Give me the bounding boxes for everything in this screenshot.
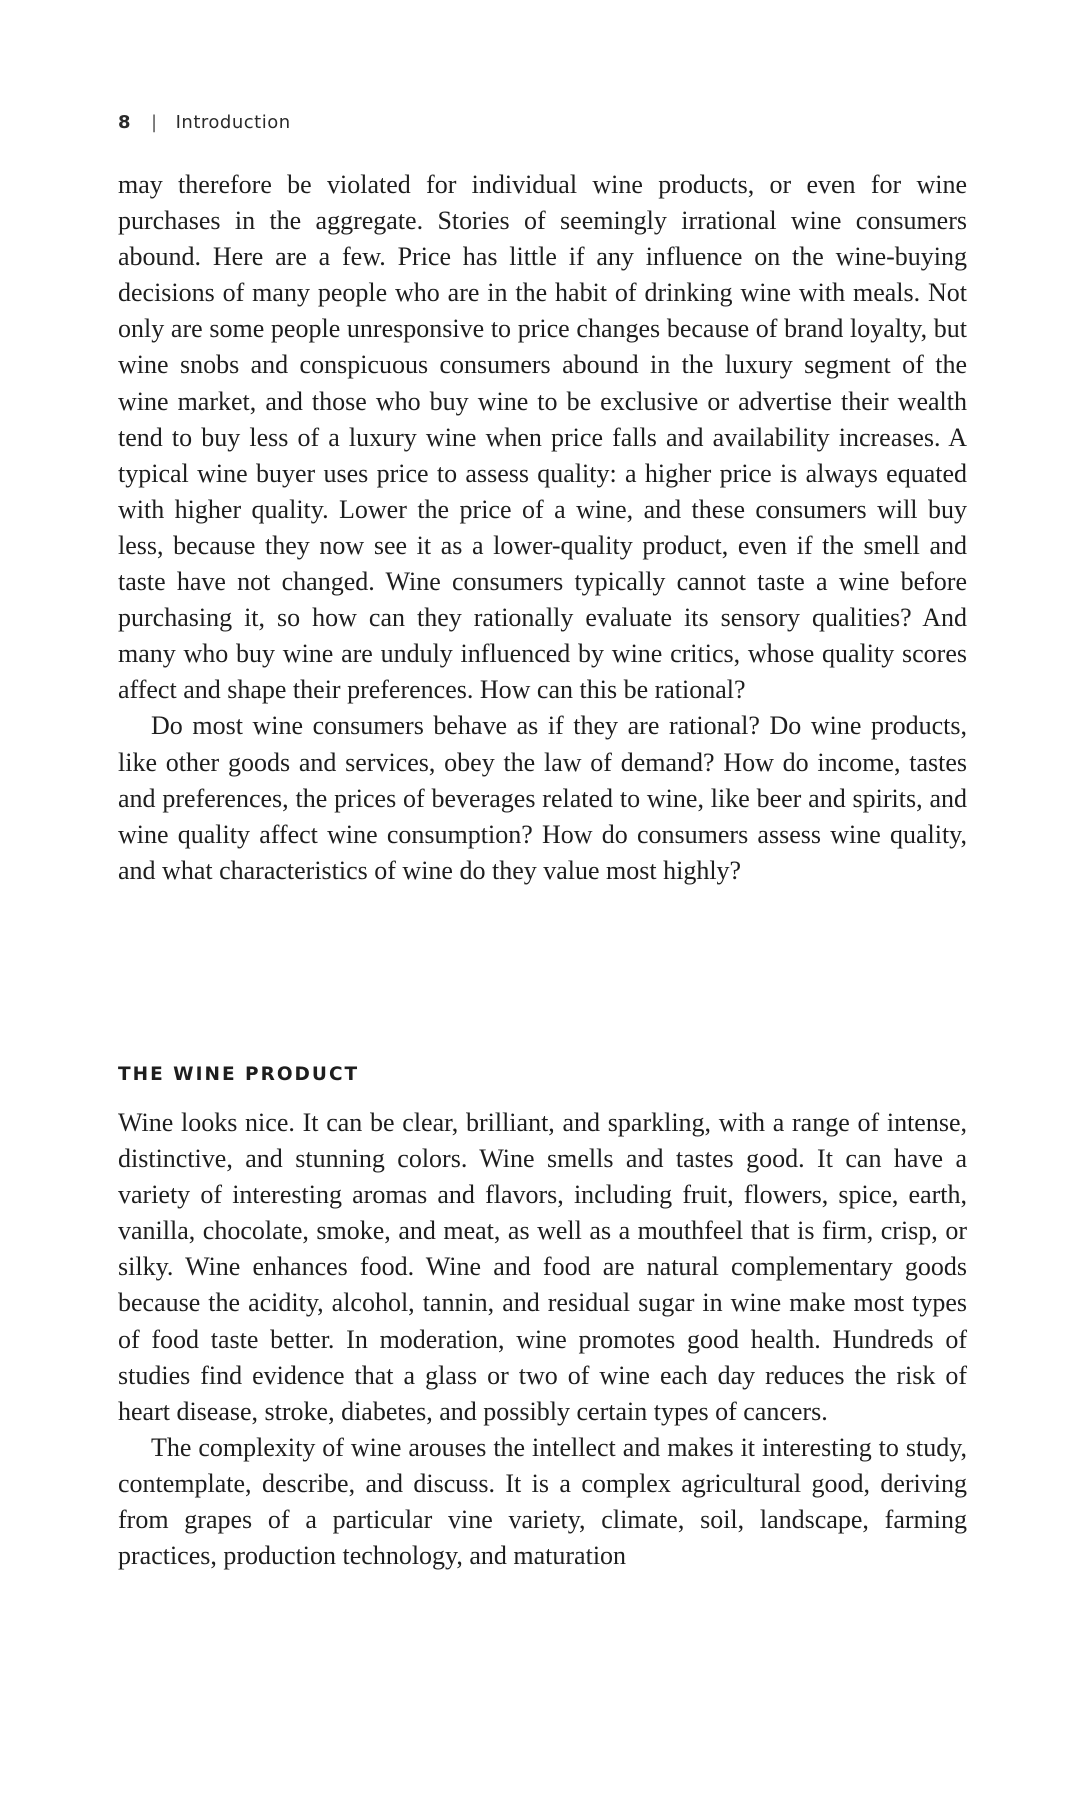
- running-head-separator: |: [151, 112, 158, 133]
- chapter-title: Introduction: [175, 112, 291, 133]
- intro-text-block: [118, 167, 967, 889]
- body-paragraph: may therefore be violated for individual wine products, or even for wine purchases in the aggregate. Stories of seemingly irrational wine consumers abound. Here are a few. Price has little if any influence on the wine-buying decisions of many people who are in the habit of drinking wine with meals. Not only are some people unresponsive to price changes because of brand loyalty, but wine snobs and conspicuous consumers abound in the luxury segment of the wine market, and those who buy wine to be exclusive or advertise their wealth tend to buy less of a luxury wine when price falls and availability increases. A typical wine buyer uses price to assess quality: a higher price is always equated with higher quality. Lower the price of a wine, and these consumers will buy less, because they now see it as a lower-quality product, even if the smell and taste have not changed. Wine consumers typically cannot taste a wine before purchasing it, so how can they rationally evaluate its sensory qualities? And many who buy wine are unduly influenced by wine critics, whose quality scores affect and shape their preferences. How can this be rational?: [118, 170, 967, 705]
- page-number: 8: [118, 112, 132, 133]
- body-paragraph: Wine looks nice. It can be clear, brilliant, and sparkling, with a range of intense, distinctive, and stunning colors. Wine smells and tastes good. It can have a variety of interesting aromas and flavors, including fruit, flowers, spice, earth, vanilla, chocolate, smoke, and meat, as well as a mouthfeel that is firm, crisp, or silky. Wine enhances food. Wine and food are natural complementary goods because the acidity, alcohol, tannin, and residual sugar in wine make most types of food taste better. In moderation, wine promotes good health. Hundreds of studies find evidence that a glass or two of wine each day reduces the risk of heart disease, stroke, diabetes, and possibly certain types of cancers.: [118, 1108, 967, 1426]
- section-text-block: [118, 1105, 967, 1574]
- body-paragraph: The complexity of wine arouses the intellect and makes it interesting to study, contemplate, describe, and discuss. It is a complex agricultural good, deriving from grapes of a particular vine variety, climate, soil, landscape, farming practices, production technology, and maturation: [118, 1432, 967, 1571]
- running-head: [118, 112, 291, 133]
- section-heading: THE WINE PRODUCT: [118, 1064, 360, 1085]
- body-paragraph: Do most wine consumers behave as if they are rational? Do wine products, like other goods and services, obey the law of demand? How do income, tastes and preferences, the prices of beverages related to wine, like beer and spirits, and wine quality affect wine consumption? How do consumers assess wine quality, and what characteristics of wine do they value most highly?: [118, 711, 967, 885]
